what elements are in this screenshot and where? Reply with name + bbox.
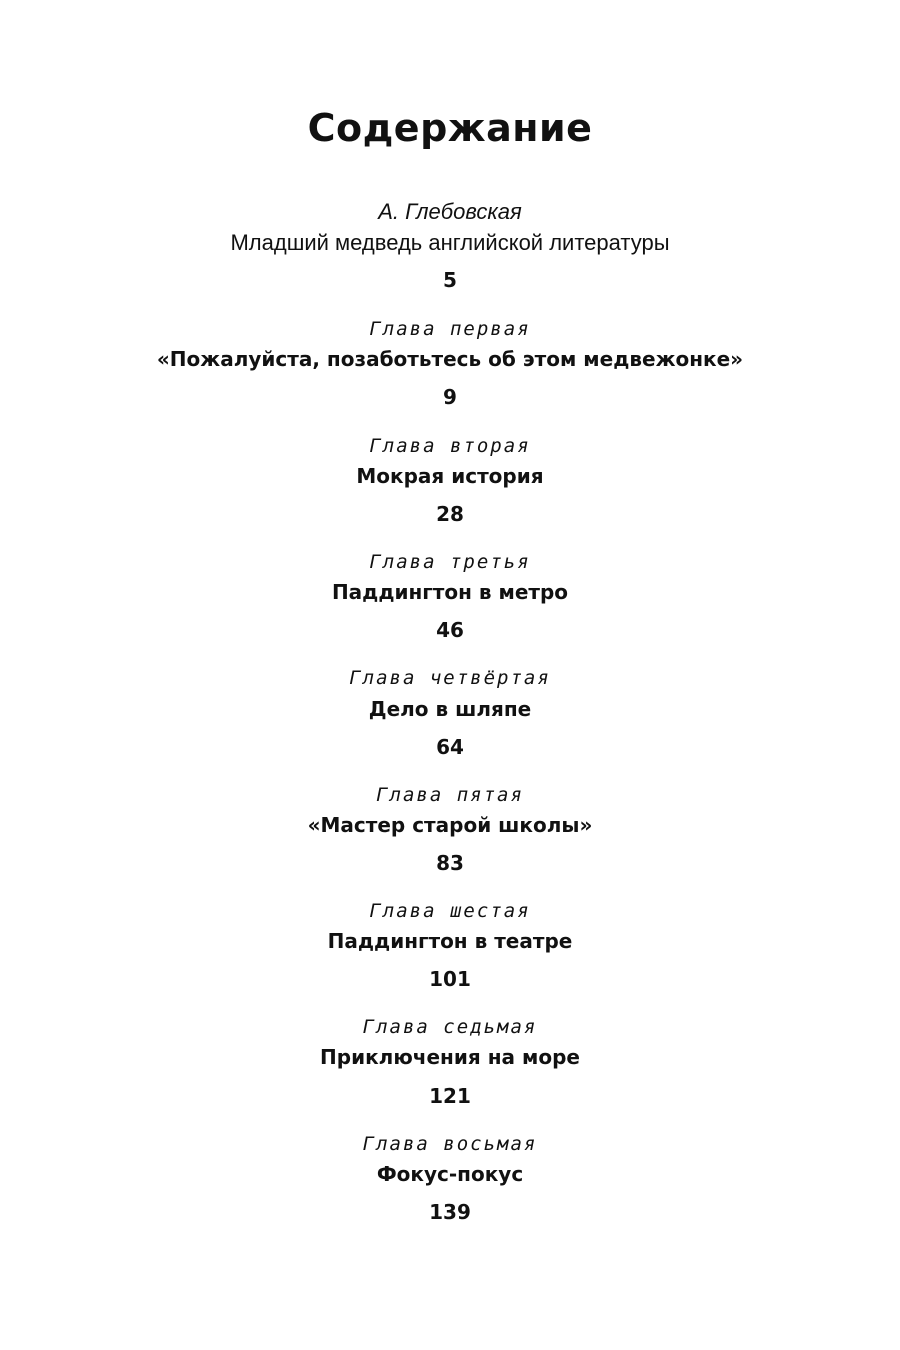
chapter-page-number: 139 — [429, 1200, 471, 1224]
chapter-page-number: 9 — [443, 385, 457, 409]
chapter-page-number: 46 — [436, 618, 464, 642]
chapter-label: Глава восьмая — [362, 1133, 538, 1155]
chapter-label: Глава первая — [369, 318, 531, 340]
intro-author: А. Глебовская — [378, 199, 522, 224]
page-title: Содержание — [307, 106, 593, 150]
chapter-page-number: 83 — [436, 851, 464, 875]
chapter-label: Глава вторая — [369, 435, 531, 457]
chapter-title: Фокус-покус — [376, 1162, 524, 1186]
chapter-title: «Мастер старой школы» — [307, 813, 593, 837]
chapter-title: Приключения на море — [320, 1045, 580, 1069]
chapter-page-number: 64 — [436, 735, 464, 759]
intro-page-number: 5 — [443, 268, 457, 292]
chapter-title: Мокрая история — [356, 464, 544, 488]
chapter-title: «Пожалуйста, позаботьтесь об этом медвежонке» — [156, 347, 744, 371]
chapter-title: Паддингтон в театре — [327, 929, 573, 953]
chapter-label: Глава седьмая — [362, 1016, 538, 1038]
chapter-title: Паддингтон в метро — [331, 580, 569, 604]
chapter-page-number: 121 — [429, 1084, 471, 1108]
chapter-label: Глава пятая — [376, 784, 524, 806]
chapter-label: Глава четвёртая — [349, 667, 551, 689]
chapter-title: Дело в шляпе — [368, 697, 532, 721]
chapter-page-number: 101 — [429, 967, 471, 991]
chapter-page-number: 28 — [436, 502, 464, 526]
chapter-label: Глава третья — [369, 551, 531, 573]
chapter-label: Глава шестая — [369, 900, 531, 922]
intro-title: Младший медведь английской литературы — [230, 230, 670, 255]
